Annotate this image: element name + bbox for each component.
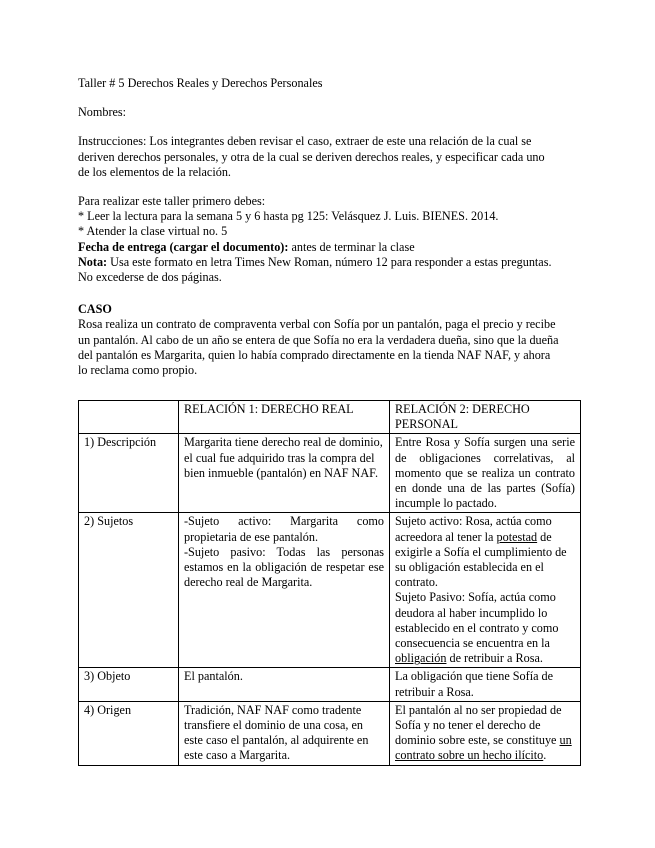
note-label: Nota:: [78, 254, 108, 269]
prep-section: [78, 194, 578, 285]
case-section: [78, 302, 578, 378]
cell-text-underlined: potestad: [496, 529, 538, 544]
case-line: un pantalón. Al cabo de un año se entera de que Sofía no era la verdadera dueña, sino que la dueña: [78, 332, 559, 347]
table-header-cell: RELACIÓN 1: DERECHO REAL: [179, 401, 390, 434]
nombres-label: Nombres:: [78, 105, 127, 120]
instructions-line: deriven derechos personales, y otra de la cual se deriven derechos reales, y especificar cada uno: [78, 149, 545, 164]
table-cell: [179, 513, 390, 668]
due-date-label: Fecha de entrega (cargar el documento):: [78, 239, 289, 254]
row-label: 3) Objeto: [79, 668, 179, 701]
row-label: 4) Origen: [79, 701, 179, 765]
table-cell: Margarita tiene derecho real de dominio, el cual fue adquirido tras la compra del bien inmueble (pantalón) en NAF NAF.: [179, 434, 390, 513]
due-date-value: antes de terminar la clase: [288, 239, 415, 254]
case-line: Rosa realiza un contrato de compraventa verbal con Sofía por un pantalón, paga el precio y recibe: [78, 317, 556, 332]
prep-item: * Atender la clase virtual no. 5: [78, 224, 228, 239]
case-heading: CASO: [78, 302, 112, 317]
note-text: Usa este formato en letra Times New Roman, número 12 para responder a estas preguntas.: [107, 254, 552, 269]
prep-intro: Para realizar este taller primero debes:: [78, 194, 266, 209]
cell-text: de exigirle a Sofía el cumplimiento de su obligación establecida en el contrato.: [395, 529, 567, 590]
cell-text-underlined: un contrato sobre un hecho ilícito: [395, 733, 572, 763]
table-cell: Tradición, NAF NAF como tradente transfiere el dominio de una cosa, en este caso el pantalón, al adquirente en este caso a Margarita.: [179, 701, 390, 765]
table-cell: El pantalón.: [179, 668, 390, 701]
table-row: [79, 701, 581, 765]
cell-text: Sujeto Pasivo: Sofía, actúa como deudora al haber incumplido lo establecido en el contrato y como consecuencia se encuentra en la: [395, 590, 559, 651]
document-title: Taller # 5 Derechos Reales y Derechos Personales: [78, 76, 323, 90]
cell-text-underlined: obligación: [395, 651, 447, 666]
table-row: [79, 513, 581, 668]
table-cell: La obligación que tiene Sofía de retribuir a Rosa.: [390, 668, 581, 701]
instructions-line: Instrucciones: Los integrantes deben revisar el caso, extraer de este una relación de la cual se: [78, 134, 532, 149]
table-header-cell: [79, 401, 179, 434]
row-label: 1) Descripción: [79, 434, 179, 513]
note: [78, 255, 578, 270]
prep-item: * Leer la lectura para la semana 5 y 6 hasta pg 125: Velásquez J. Luis. BIENES. 2014.: [78, 209, 499, 224]
note-text: No excederse de dos páginas.: [78, 270, 222, 285]
case-line: del pantalón es Margarita, quien lo había comprado directamente en la tienda NAF NAF, y ahora: [78, 347, 551, 362]
row-label: 2) Sujetos: [79, 513, 179, 668]
cell-paragraph: [395, 514, 575, 590]
table-row: [79, 668, 581, 701]
table-header-row: [79, 401, 581, 434]
case-line: lo reclama como propio.: [78, 363, 198, 378]
table-cell: [390, 513, 581, 668]
table-header-cell: RELACIÓN 2: DERECHO PERSONAL: [390, 401, 581, 434]
cell-text: .: [543, 748, 547, 763]
cell-paragraph: -Sujeto pasivo: Todas las personas estamos en la obligación de respetar ese derecho real de Margarita.: [184, 544, 384, 590]
table-cell: [390, 701, 581, 765]
cell-text: Sujeto activo: Rosa, actúa como acreedora al tener la: [395, 514, 552, 544]
cell-text: El pantalón al no ser propiedad de Sofía y no tener el derecho de dominio sobre este, se constituye: [395, 702, 562, 748]
instructions-paragraph: [78, 134, 578, 180]
cell-text: de retribuir a Rosa.: [446, 651, 543, 666]
cell-paragraph: -Sujeto activo: Margarita como propietaria de ese pantalón.: [184, 514, 384, 544]
instructions-line: de los elementos de la relación.: [78, 164, 231, 179]
due-date: [78, 240, 578, 255]
cell-paragraph: [395, 590, 575, 666]
table-row: [79, 434, 581, 513]
document-body: [78, 76, 578, 378]
table-cell: Entre Rosa y Sofía surgen una serie de obligaciones correlativas, al momento que se realiza un contrato en donde una de las partes (Sofía) incumple lo pactado.: [390, 434, 581, 513]
relations-table: [78, 400, 581, 766]
